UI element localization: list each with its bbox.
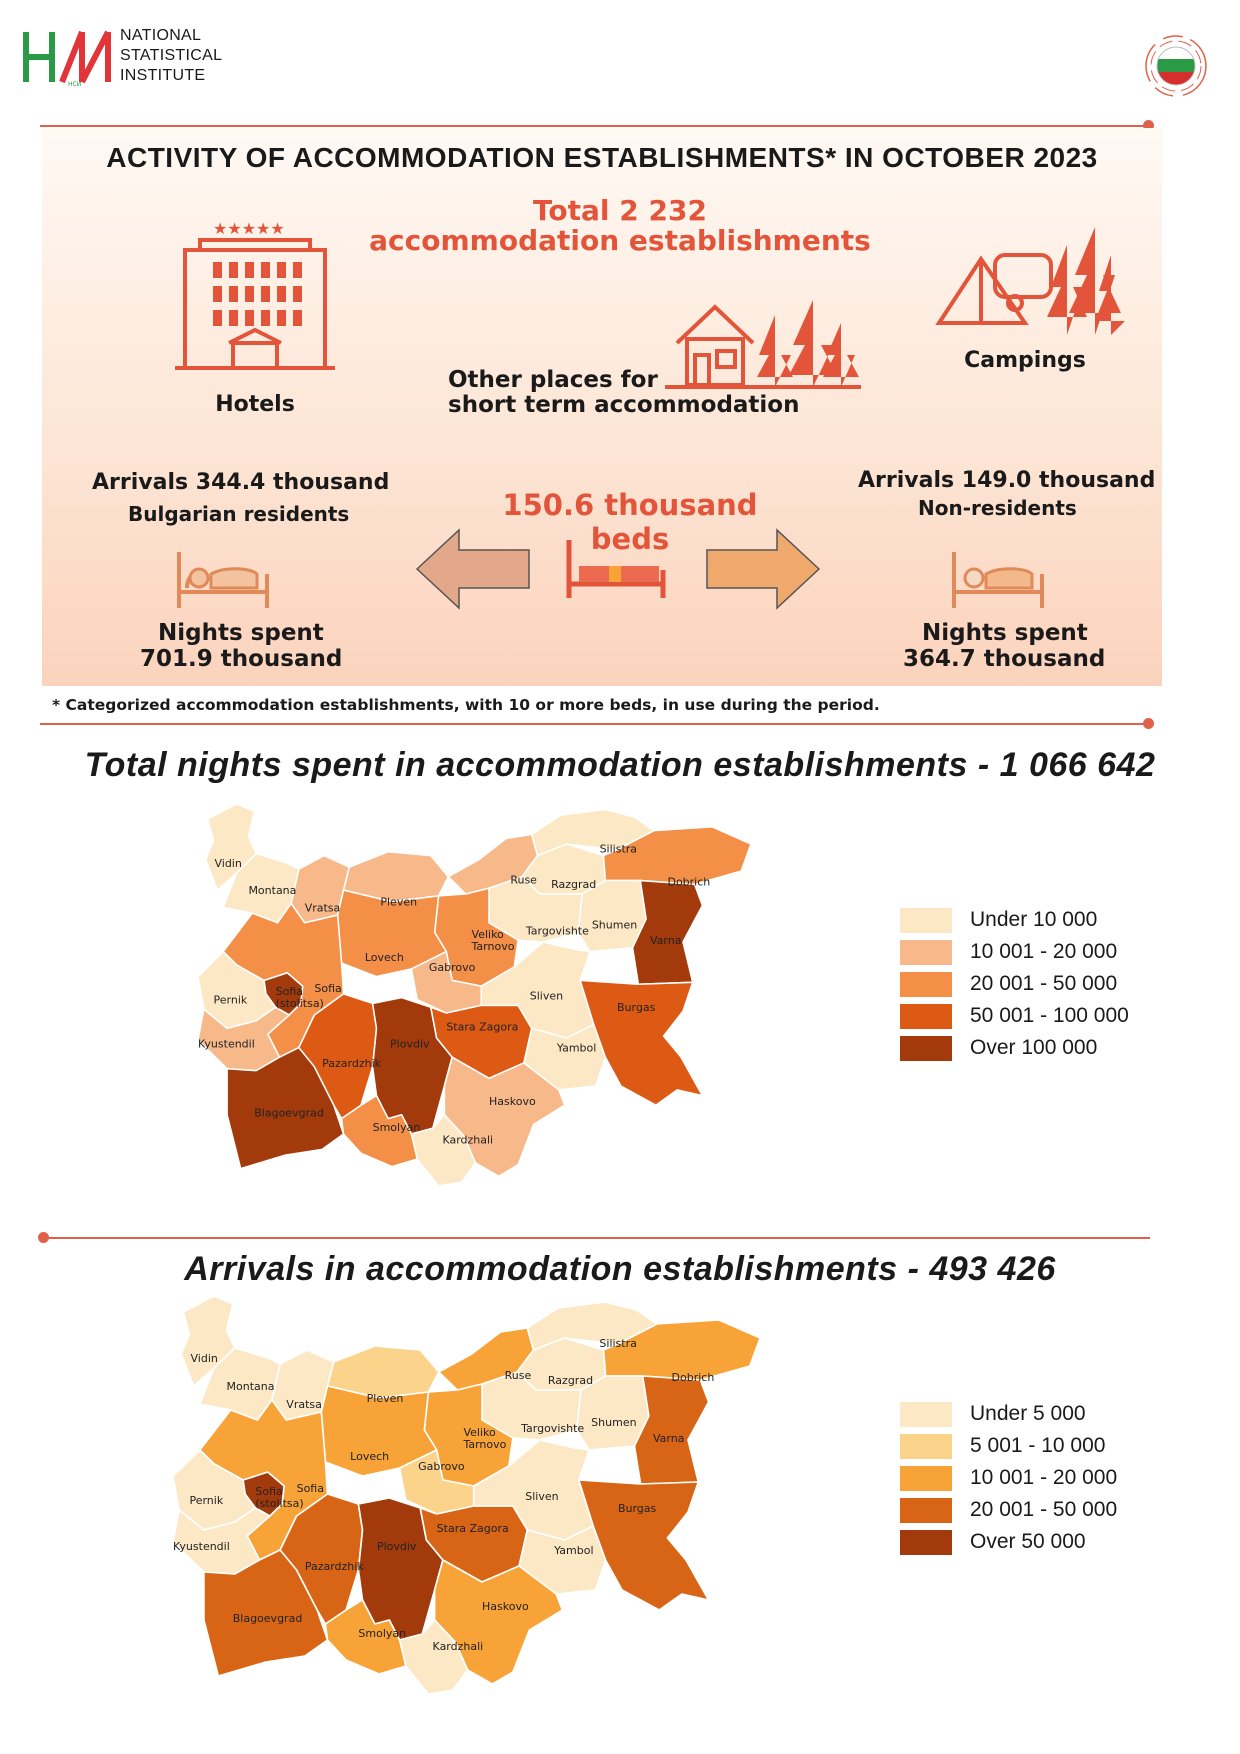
bed-center-icon — [565, 536, 667, 602]
residents-arrivals — [92, 470, 389, 495]
legend-label: 20 001 - 50 000 — [970, 1498, 1118, 1521]
region-label: Vidin — [190, 1352, 218, 1365]
region-label: Kardzhali — [442, 1133, 494, 1147]
map2-legend — [900, 1400, 1117, 1556]
region-label: Haskovo — [482, 1600, 529, 1613]
region-label: Pazardzhik — [304, 1560, 364, 1573]
region-label: Smolyan — [372, 1121, 421, 1135]
region-label: Pazardzhik — [322, 1056, 382, 1070]
region-label: Vratsa — [286, 1398, 322, 1411]
map1-legend-item — [900, 906, 1129, 934]
legend-label: Under 5 000 — [970, 1402, 1086, 1425]
camping-icon — [935, 225, 1125, 340]
region-label: Silistra — [599, 842, 638, 856]
nonresidents-arrivals-suffix: thousand — [1039, 468, 1156, 493]
bed-resident-icon — [175, 548, 271, 612]
org-line-2: STATISTICAL — [120, 47, 223, 64]
hotel-icon — [175, 218, 335, 378]
map2-legend-item — [900, 1496, 1117, 1524]
legend-swatch — [900, 1498, 952, 1523]
org-name — [120, 26, 222, 86]
svg-text:★★★★★: ★★★★★ — [213, 219, 285, 238]
region-label: Vidin — [214, 857, 242, 871]
region-label: Haskovo — [489, 1095, 536, 1109]
region-label: Vratsa — [304, 901, 341, 915]
campings-label: Campings — [964, 348, 1086, 373]
total-line-1: Total 2 232 — [533, 194, 707, 227]
bed-nonresident-icon — [950, 548, 1046, 612]
region-label: Blagoevgrad — [232, 1612, 303, 1625]
region-label: Dobrich — [667, 875, 711, 889]
map2-title: Arrivals in accommodation establishments - 493 426 — [184, 1250, 1056, 1288]
other-places-line-1: Other places for — [448, 367, 658, 393]
legend-swatch — [900, 1434, 952, 1459]
org-line-3: INSTITUTE — [120, 67, 206, 84]
infographic-title: ACTIVITY OF ACCOMMODATION ESTABLISHMENTS* IN OCTOBER 2023 — [106, 142, 1098, 173]
region-label: Gabrovo — [428, 960, 476, 974]
region-label: Shumen — [591, 918, 638, 932]
divider-dot — [38, 1232, 49, 1243]
map2-legend-item — [900, 1432, 1117, 1460]
region-label: Razgrad — [551, 878, 597, 892]
map2-legend-item — [900, 1400, 1117, 1428]
map1-legend-item — [900, 1034, 1129, 1062]
legend-swatch — [900, 1402, 952, 1427]
region-label: Veliko Tarnovo — [463, 1426, 507, 1451]
org-line-1: NATIONAL — [120, 27, 202, 44]
region-label: Stara Zagora — [436, 1522, 509, 1535]
region-label: Pleven — [380, 895, 418, 909]
legend-swatch — [900, 940, 952, 965]
map2-legend-item — [900, 1464, 1117, 1492]
divider-top — [40, 125, 1146, 127]
legend-swatch — [900, 1530, 952, 1555]
region-label: Ruse — [504, 1369, 532, 1382]
legend-label: 10 001 - 20 000 — [970, 1466, 1118, 1489]
legend-label: 5 001 - 10 000 — [970, 1434, 1106, 1457]
residents-label: Bulgarian residents — [128, 502, 350, 526]
map1-legend-item — [900, 938, 1129, 966]
other-places-label — [448, 368, 799, 418]
region-label: Sofia — [296, 1482, 324, 1495]
legend-swatch — [900, 1466, 952, 1491]
region-label: Ruse — [510, 873, 537, 887]
map1-title: Total nights spent in accommodation establishments - 1 066 642 — [84, 746, 1156, 784]
region-label: Dobrich — [671, 1371, 715, 1384]
region-label: Plovdiv — [390, 1037, 430, 1051]
region-label: Lovech — [364, 951, 404, 965]
legend-swatch — [900, 972, 952, 997]
region-label: Yambol — [556, 1041, 597, 1055]
region-label: Silistra — [599, 1337, 637, 1350]
region-label: Yambol — [554, 1544, 594, 1557]
region-label: Burgas — [617, 1001, 656, 1015]
region-label: Lovech — [350, 1450, 390, 1463]
region-label: Kyustendil — [173, 1540, 230, 1553]
legend-label: Over 100 000 — [970, 1036, 1098, 1059]
other-places-line-2: short term accommodation — [448, 392, 800, 418]
total-line-2: accommodation establishments — [369, 224, 871, 257]
legend-label: 50 001 - 100 000 — [970, 1004, 1129, 1027]
region-label: Sliven — [525, 1490, 559, 1503]
map2-legend-item — [900, 1528, 1117, 1556]
nonresidents-arrivals-prefix: Arrivals — [858, 468, 955, 493]
region-varna — [634, 1376, 708, 1484]
region-label: Varna — [652, 1432, 685, 1445]
nonresidents-nights-value: 364.7 thousand — [903, 646, 1106, 672]
residents-arrivals-prefix: Arrivals — [92, 470, 189, 495]
region-label: Plovdiv — [376, 1540, 417, 1553]
arrow-right-icon — [705, 528, 821, 610]
region-label: Pleven — [366, 1392, 404, 1405]
map1-legend — [900, 906, 1129, 1062]
region-label: Montana — [226, 1380, 275, 1393]
nonresidents-label: Non-residents — [918, 496, 1077, 520]
region-label: Gabrovo — [418, 1460, 465, 1473]
region-label: Burgas — [617, 1502, 657, 1515]
residents-arrivals-value: 344.4 — [195, 470, 266, 495]
region-label: Razgrad — [547, 1374, 594, 1387]
legend-swatch — [900, 908, 952, 933]
residents-nights-value: 701.9 thousand — [140, 646, 343, 672]
region-label: Smolyan — [358, 1627, 407, 1640]
legend-label: Under 10 000 — [970, 908, 1098, 931]
region-label: Targovishte — [521, 1422, 585, 1435]
map1 — [190, 790, 860, 1230]
region-label: Pernik — [189, 1494, 224, 1507]
region-label: Stara Zagora — [446, 1020, 519, 1034]
residents-nights-label: Nights spent — [158, 620, 324, 646]
region-label: Shumen — [591, 1416, 637, 1429]
residents-arrivals-suffix: thousand — [273, 470, 390, 495]
region-label: Blagoevgrad — [254, 1106, 324, 1120]
region-varna — [633, 881, 703, 985]
nonresidents-nights-label: Nights spent — [922, 620, 1088, 646]
hotels-label: Hotels — [215, 392, 295, 417]
divider-bottom — [44, 1237, 1150, 1239]
nonresidents-arrivals-value: 149.0 — [961, 468, 1032, 493]
map1-legend-item — [900, 970, 1129, 998]
region-label: Sofia — [314, 981, 342, 995]
arrow-left-icon — [415, 528, 531, 610]
legend-label: 20 001 - 50 000 — [970, 972, 1118, 995]
legend-swatch — [900, 1004, 952, 1029]
map1-legend-item — [900, 1002, 1129, 1030]
logo-monogram: НСИ — [68, 81, 82, 88]
map2 — [165, 1282, 875, 1742]
region-label: Varna — [650, 933, 682, 947]
legend-swatch — [900, 1036, 952, 1061]
region-label: Sliven — [529, 989, 564, 1003]
region-label: Sofia (stolitsa) — [275, 984, 324, 1010]
region-label: Montana — [248, 884, 297, 897]
beds-total: 150.6 thousand beds — [502, 488, 758, 556]
nsi-logo — [22, 26, 114, 88]
total-establishments — [360, 196, 880, 256]
legend-label: 10 001 - 20 000 — [970, 940, 1118, 963]
region-label: Pernik — [213, 993, 248, 1007]
region-label: Sofia (stolitsa) — [255, 1485, 304, 1510]
region-label: Kardzhali — [432, 1640, 484, 1653]
nonresidents-arrivals — [858, 468, 1155, 493]
region-label: Targovishte — [525, 924, 589, 938]
divider-middle — [40, 723, 1146, 725]
bulgaria-flag-icon — [1138, 20, 1220, 100]
footnote: * Categorized accommodation establishments, with 10 or more beds, in use during the period. — [52, 696, 880, 714]
region-label: Kyustendil — [198, 1037, 255, 1051]
divider-dot — [1143, 718, 1154, 729]
region-label: Veliko Tarnovo — [471, 928, 515, 954]
legend-label: Over 50 000 — [970, 1530, 1086, 1553]
